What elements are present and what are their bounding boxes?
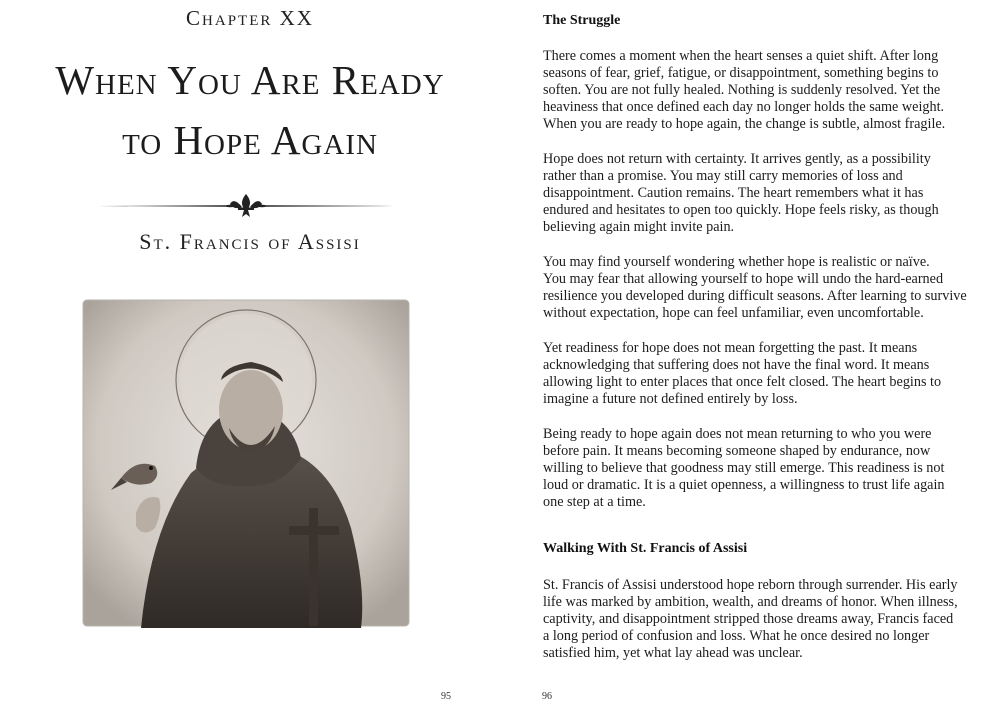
text-line: You may fear that allowing yourself to hope will undo the hard-earned — [543, 271, 944, 287]
text-line: one step at a time. — [543, 494, 646, 510]
saint-name: St. Francis of Assisi — [139, 229, 361, 254]
text-line: willing to believe that goodness may still emerge. This readiness is not — [543, 460, 945, 476]
fleur-de-lis-divider-icon — [96, 193, 396, 219]
right-page — [500, 0, 1000, 707]
text-line: When you are ready to hope again, the change is subtle, almost fragile. — [543, 116, 946, 132]
text-line: endured and hesitates to open too quickly. Hope feels risky, as though — [543, 202, 939, 218]
text-line: believing again might invite pain. — [543, 219, 735, 235]
paragraph-6 — [543, 577, 973, 662]
text-line: before pain. It means becoming someone shaped by endurance, now — [543, 443, 931, 459]
text-line: soften. You are not fully healed. Nothing is suddenly resolved. Yet the — [543, 82, 941, 98]
chapter-title-line-2: to Hope Again — [122, 117, 378, 163]
text-line: Being ready to hope again does not mean returning to who you were — [543, 426, 932, 442]
text-line: Yet readiness for hope does not mean forgetting the past. It means — [543, 340, 918, 356]
chapter-title-line-1: When You Are Ready — [55, 57, 445, 103]
page-number-left: 95 — [441, 691, 451, 702]
text-line: life was marked by ambition, wealth, and dreams of honor. When illness, — [543, 594, 958, 610]
paragraph-5 — [543, 426, 973, 511]
section-heading-walking: Walking With St. Francis of Assisi — [543, 541, 748, 556]
text-line: acknowledging that suffering does not have the final word. It means — [543, 357, 930, 373]
text-line: St. Francis of Assisi understood hope reborn through surrender. His early — [543, 577, 958, 593]
chapter-number: Chapter XX — [186, 6, 314, 30]
text-line: loud or dramatic. It is a quiet openness, a willingness to trust life again — [543, 477, 945, 493]
text-line: There comes a moment when the heart senses a quiet shift. After long — [543, 48, 939, 64]
st-francis-portrait-image — [81, 298, 411, 628]
text-line: imagine a future not defined entirely by loss. — [543, 391, 798, 407]
text-line: heaviness that once defined each day no longer holds the same weight. — [543, 99, 945, 115]
paragraph-3 — [543, 254, 973, 322]
paragraph-4 — [543, 340, 973, 408]
text-line: Hope does not return with certainty. It arrives gently, as a possibility — [543, 151, 931, 167]
text-line: You may find yourself wondering whether hope is realistic or naïve. — [543, 254, 930, 270]
text-line: without expectation, hope can feel unfamiliar, even uncomfortable. — [543, 305, 924, 321]
text-line: captivity, and disappointment stripped those dreams away, Francis faced — [543, 611, 954, 627]
text-line: allowing light to enter places that once felt closed. The heart begins to — [543, 374, 942, 390]
text-line: resilience you developed during difficult seasons. After learning to survive — [543, 288, 967, 304]
text-line: seasons of fear, grief, fatigue, or disappointment, something begins to — [543, 65, 939, 81]
paragraph-1 — [543, 48, 973, 133]
page-number-right: 96 — [542, 691, 552, 702]
text-line: satisfied him, yet what lay ahead was unclear. — [543, 645, 803, 661]
text-line: a long period of confusion and loss. What he once desired no longer — [543, 628, 930, 644]
section-heading-struggle: The Struggle — [543, 13, 621, 28]
text-line: rather than a promise. You may still carry memories of loss and — [543, 168, 903, 184]
paragraph-2 — [543, 151, 973, 236]
text-line: disappointment. Caution remains. The heart remembers what it has — [543, 185, 924, 201]
